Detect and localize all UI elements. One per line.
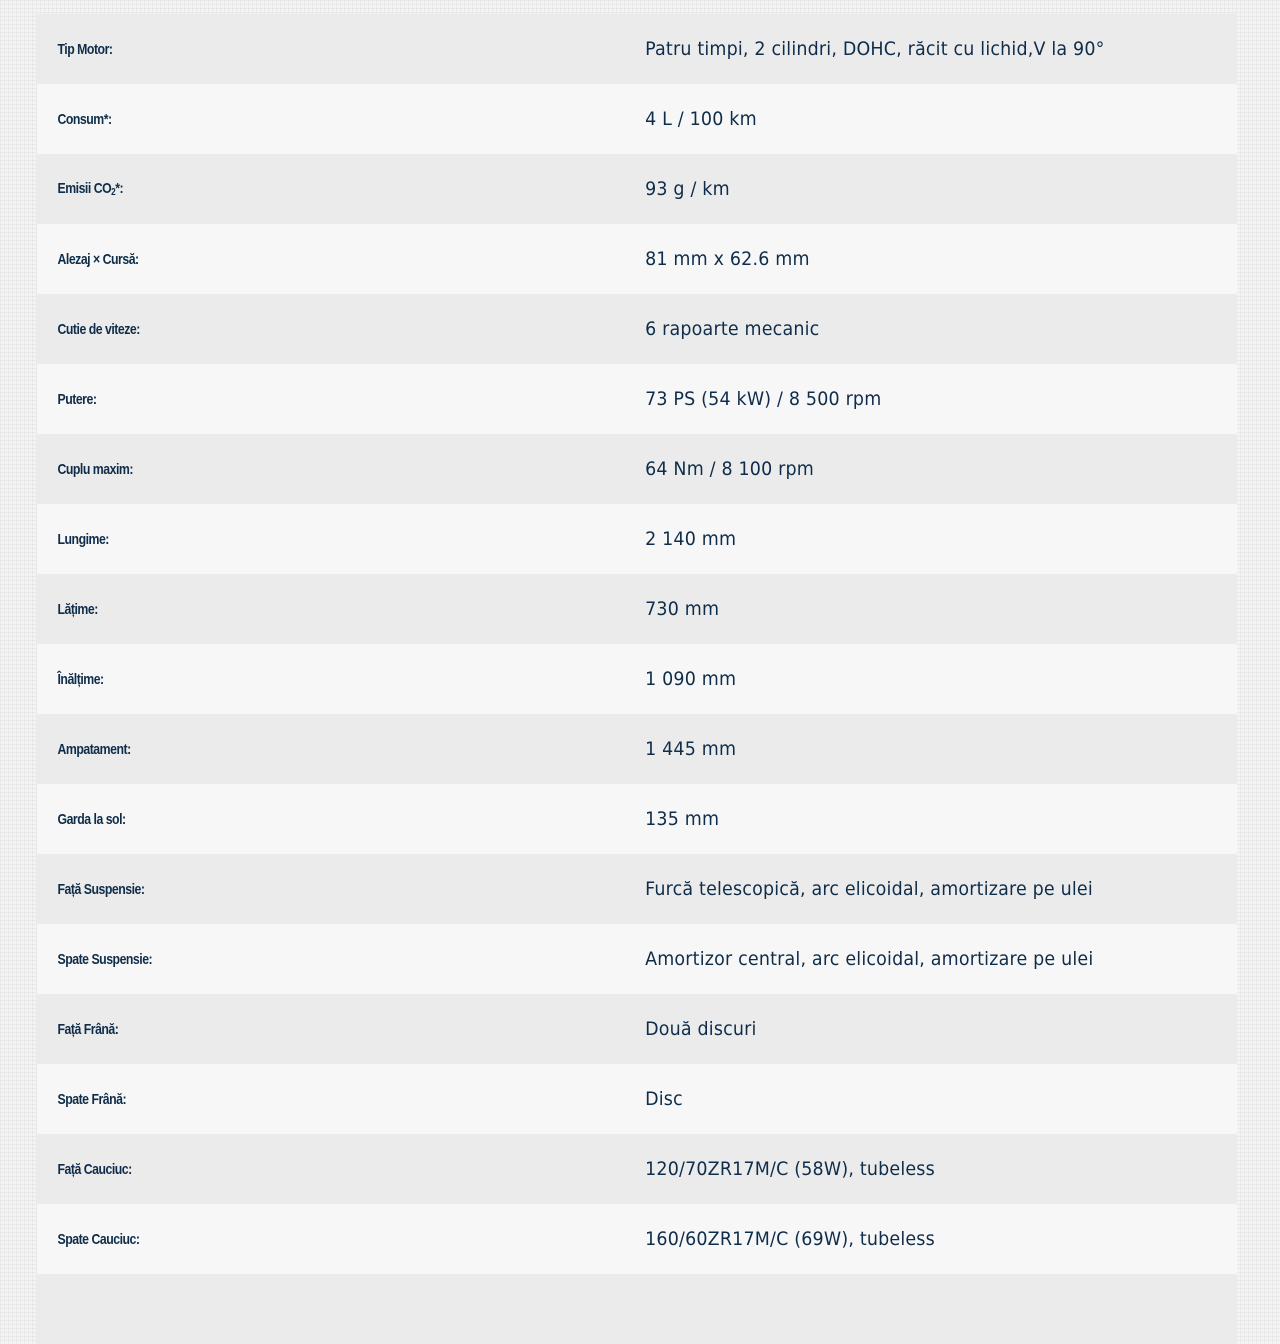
spec-value: Furcă telescopică, arc elicoidal, amortizare pe ulei [645,878,1093,900]
spec-row-co2-emissions [37,154,1237,224]
spec-row-power [37,364,1237,434]
spec-label-prefix: Emisii CO [57,180,112,197]
spec-row-height [37,644,1237,714]
spec-value: 730 mm [645,598,720,620]
spec-value: Patru timpi, 2 cilindri, DOHC, răcit cu lichid,V la 90° [645,38,1105,60]
spec-value: 6 rapoarte mecanic [645,318,820,340]
spec-label: Față Frână: [57,1020,119,1038]
spec-table [37,14,1237,1344]
spec-label: Cuplu maxim: [57,460,133,478]
spec-value: Două discuri [645,1018,757,1040]
spec-label: Consum*: [57,110,112,128]
spec-value: 120/70ZR17M/C (58W), tubeless [645,1158,935,1180]
spec-label: Tip Motor: [57,40,113,58]
spec-label: Spate Cauciuc: [57,1230,140,1248]
spec-row-torque [37,434,1237,504]
spec-row-front-brake [37,994,1237,1064]
spec-row-rear-suspension [37,924,1237,994]
spec-row-ground-clearance [37,784,1237,854]
spec-label: Înălțime: [57,670,104,688]
spec-row-front-tyre [37,1134,1237,1204]
spec-row-front-suspension [37,854,1237,924]
spec-value: Amortizor central, arc elicoidal, amortizare pe ulei [645,948,1094,970]
spec-value: 73 PS (54 kW) / 8 500 rpm [645,388,882,410]
spec-row-gearbox [37,294,1237,364]
spec-label: Față Cauciuc: [57,1160,132,1178]
spec-value: 160/60ZR17M/C (69W), tubeless [645,1228,935,1250]
spec-row-width [37,574,1237,644]
spec-label [37,180,518,198]
spec-row-bore-stroke [37,224,1237,294]
spec-label: Putere: [57,390,97,408]
spec-row-engine-type [37,14,1237,84]
spec-label-suffix: *: [115,180,124,197]
spec-row-consumption [37,84,1237,154]
spec-row-rear-brake [37,1064,1237,1134]
spec-value: 135 mm [645,808,720,830]
spec-value: 1 090 mm [645,668,737,690]
spec-value: 1 445 mm [645,738,737,760]
spec-label: Lățime: [57,600,98,618]
spec-value: 2 140 mm [645,528,737,550]
spec-row-partial [37,1274,1237,1344]
spec-row-wheelbase [37,714,1237,784]
spec-label: Cutie de viteze: [57,320,140,338]
spec-value: 4 L / 100 km [645,108,757,130]
spec-label-subscript: 2 [111,187,116,198]
spec-value: 64 Nm / 8 100 rpm [645,458,815,480]
spec-row-length [37,504,1237,574]
spec-value: 81 mm x 62.6 mm [645,248,810,270]
spec-label: Lungime: [57,530,109,548]
spec-value: 93 g / km [645,178,730,200]
spec-row-rear-tyre [37,1204,1237,1274]
spec-label: Spate Suspensie: [57,950,153,968]
spec-label: Alezaj × Cursă: [57,250,139,268]
spec-label: Față Suspensie: [57,880,145,898]
spec-label: Spate Frână: [57,1090,127,1108]
spec-value: Disc [645,1088,683,1110]
spec-label: Ampatament: [57,740,131,758]
spec-label: Garda la sol: [57,810,126,828]
